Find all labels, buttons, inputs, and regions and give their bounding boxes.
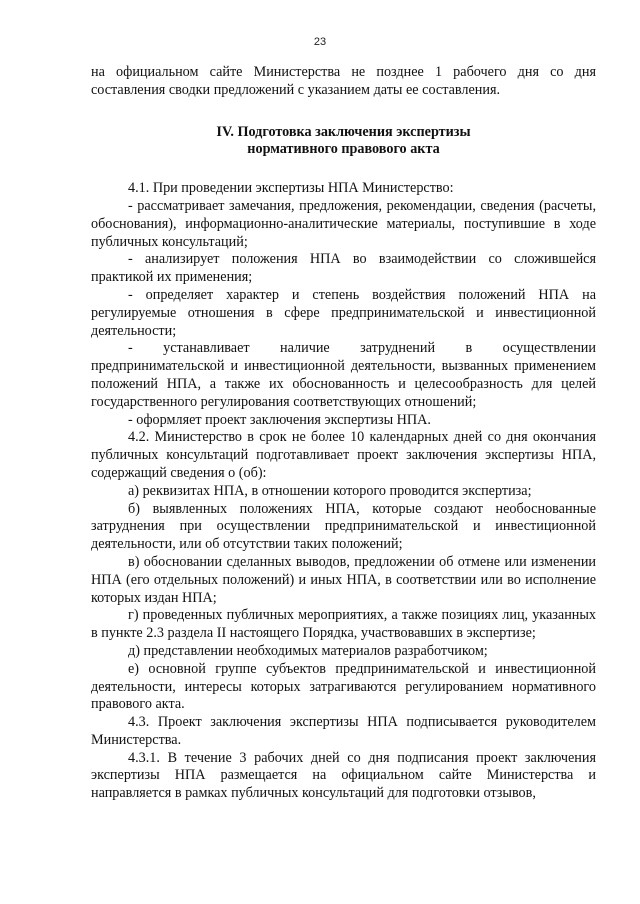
list-item-v: в) обосновании сделанных выводов, предложении об отмене или изменении НПА (его отдельных положений) и иных НПА, в соответствии или во исполнение которых издан НПА; xyxy=(91,553,596,606)
section-heading-line-2: нормативного правового акта xyxy=(247,141,440,158)
list-item-e: е) основной группе субъектов предпринимательской и инвестиционной деятельности, интересы которых затрагиваются регулированием нормативного правового акта. xyxy=(91,660,596,713)
list-item-d: д) представлении необходимых материалов разработчиком; xyxy=(128,642,488,659)
list-item-b: б) выявленных положениях НПА, которые создают необоснованные затруднения при осуществлении предпринимательской и инвестиционной деятельности, или об отсутствии таких положений; xyxy=(91,500,596,553)
list-item-analyze-provisions: - анализирует положения НПА во взаимодействии со сложившейся практикой их применения; xyxy=(91,251,596,286)
list-item-prepare-draft: - оформляет проект заключения экспертизы НПА. xyxy=(128,411,431,428)
page-content xyxy=(91,64,596,803)
list-item-g: г) проведенных публичных мероприятиях, а также позициях лиц, указанных в пункте 2.3 раздела II настоящего Порядка, участвовавших в экспертизе; xyxy=(91,607,596,642)
section-heading-line-1: IV. Подготовка заключения экспертизы xyxy=(216,123,471,140)
list-item-determine-impact: - определяет характер и степень воздействия положений НПА на регулируемые отношения в сфере предпринимательской и инвестиционной деятельности; xyxy=(91,286,596,339)
list-item-establish-difficulties: - устанавливает наличие затруднений в осуществлении предпринимательской и инвестиционной деятельности, вызванных применением положений НПА, а также их обоснованность и целесообразность для целей государственного регулирования соответствующих отношений; xyxy=(91,340,596,410)
intro-paragraph: на официальном сайте Министерства не позднее 1 рабочего дня со дня составления сводки предложений с указанием даты ее составления. xyxy=(91,64,596,98)
paragraph-4-1: 4.1. При проведении экспертизы НПА Министерство: xyxy=(128,180,454,197)
paragraph-4-3-1: 4.3.1. В течение 3 рабочих дней со дня подписания проект заключения экспертизы НПА размещается на официальном сайте Министерства и направляется в рамках публичных консультаций для подготовки отзывов, xyxy=(91,749,596,802)
paragraph-4-2: 4.2. Министерство в срок не более 10 календарных дней со дня окончания публичных консультаций подготавливает проект заключения экспертизы НПА, содержащий сведения о (об): xyxy=(91,429,596,481)
list-item-a: а) реквизитах НПА, в отношении которого проводится экспертиза; xyxy=(128,482,532,499)
page-number: 23 xyxy=(313,36,327,48)
paragraph-4-3: 4.3. Проект заключения экспертизы НПА подписывается руководителем Министерства. xyxy=(91,714,596,748)
list-item-consider-remarks: - рассматривает замечания, предложения, рекомендации, сведения (расчеты, обоснования), информационно-аналитические материалы, поступившие в ходе публичных консультаций; xyxy=(91,197,596,250)
section-heading xyxy=(91,124,596,160)
